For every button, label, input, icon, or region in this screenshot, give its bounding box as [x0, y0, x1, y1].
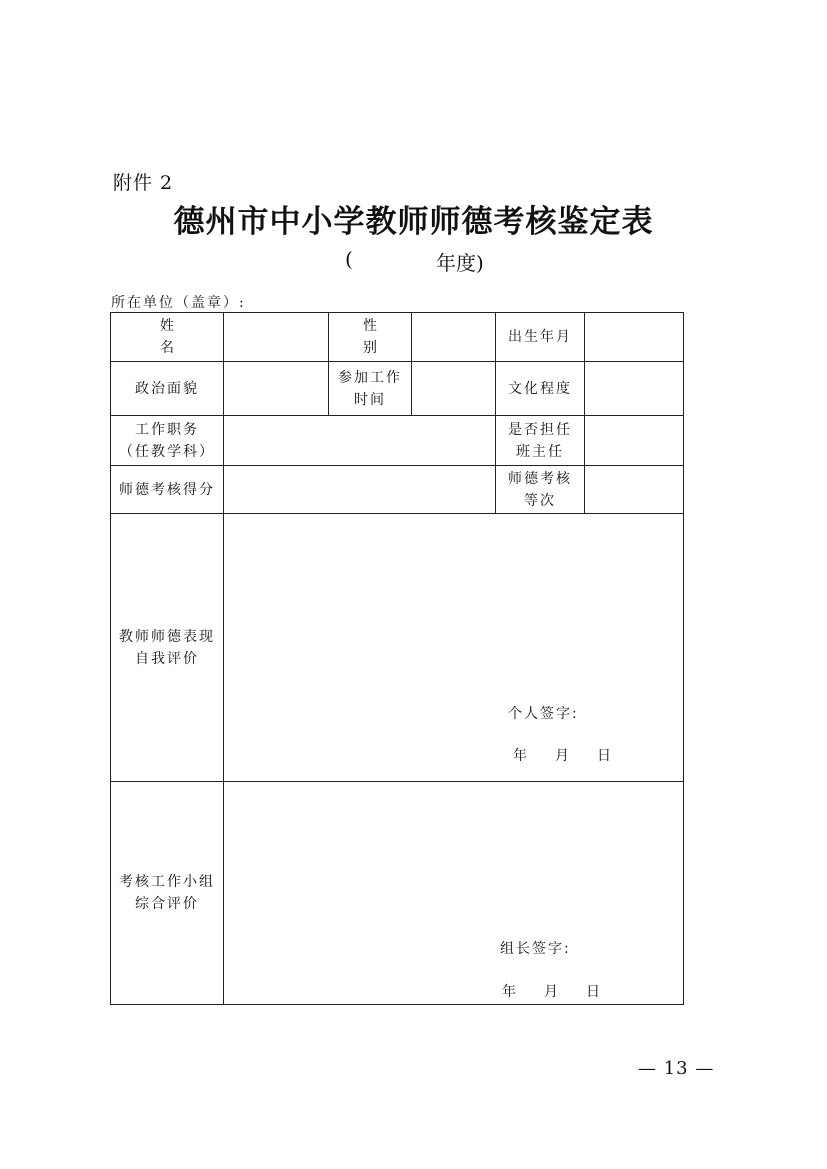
group-leader-signature-label: 组长签字:	[500, 941, 571, 957]
form-title: 德州市中小学教师师德考核鉴定表	[173, 204, 654, 240]
personal-signature-label: 个人签字:	[508, 706, 579, 722]
position-field[interactable]	[224, 416, 495, 465]
appraisal-form-table	[110, 312, 684, 1005]
group-evaluation-date	[502, 981, 628, 1001]
position-label-line2: （任教学科）	[119, 443, 215, 460]
political-status-label: 政治面貌	[135, 380, 199, 397]
attachment-label: 附件 2	[113, 172, 174, 194]
date-day: 日	[597, 748, 613, 764]
work-start-field[interactable]	[412, 362, 495, 415]
self-evaluation-label-line1: 教师师德表现	[119, 628, 215, 645]
group-evaluation-label-line2: 综合评价	[135, 896, 199, 912]
homeroom-label-line2: 班主任	[516, 443, 564, 460]
education-label: 文化程度	[508, 380, 572, 397]
group-evaluation-label-line1: 考核工作小组	[119, 874, 215, 890]
ethics-grade-label	[496, 466, 584, 513]
birth-date-field[interactable]	[585, 313, 683, 361]
work-start-label-line1: 参加工作	[338, 369, 402, 386]
date-month: 月	[555, 748, 571, 764]
ethics-grade-label-line2: 等次	[524, 492, 556, 509]
position-label-line1: 工作职务	[135, 421, 199, 438]
gender-label: 性 别	[363, 318, 403, 356]
homeroom-teacher-label	[496, 416, 584, 465]
ethics-grade-label-line1: 师德考核	[508, 470, 572, 487]
self-evaluation-label-line2: 自我评价	[135, 650, 199, 667]
work-start-label	[329, 362, 411, 415]
work-start-label-line2: 时间	[354, 391, 386, 408]
unit-label: 所在单位（盖章）:	[111, 295, 246, 311]
page-number: — 13 —	[638, 1058, 715, 1079]
ethics-grade-field[interactable]	[585, 466, 683, 513]
political-status-field[interactable]	[224, 362, 328, 415]
ethics-score-field[interactable]	[224, 466, 495, 513]
name-label: 姓 名	[160, 318, 200, 356]
year-label: 年度)	[436, 251, 484, 275]
date-year: 年	[502, 984, 518, 1000]
education-field[interactable]	[585, 362, 683, 415]
position-label	[111, 416, 223, 465]
group-evaluation-label	[111, 782, 223, 1004]
group-evaluation-field[interactable]	[224, 782, 683, 1004]
date-year: 年	[513, 748, 529, 764]
self-evaluation-label	[111, 514, 223, 781]
homeroom-teacher-field[interactable]	[585, 416, 683, 465]
homeroom-label-line1: 是否担任	[508, 421, 572, 438]
birth-date-label: 出生年月	[508, 329, 572, 345]
date-month: 月	[544, 984, 560, 1000]
year-open-paren: (	[345, 247, 353, 271]
date-day: 日	[586, 984, 602, 1000]
gender-field[interactable]	[412, 313, 495, 361]
self-evaluation-field[interactable]	[224, 514, 683, 781]
ethics-score-label: 师德考核得分	[119, 481, 215, 498]
self-evaluation-date	[513, 745, 639, 765]
name-field[interactable]	[224, 313, 328, 361]
